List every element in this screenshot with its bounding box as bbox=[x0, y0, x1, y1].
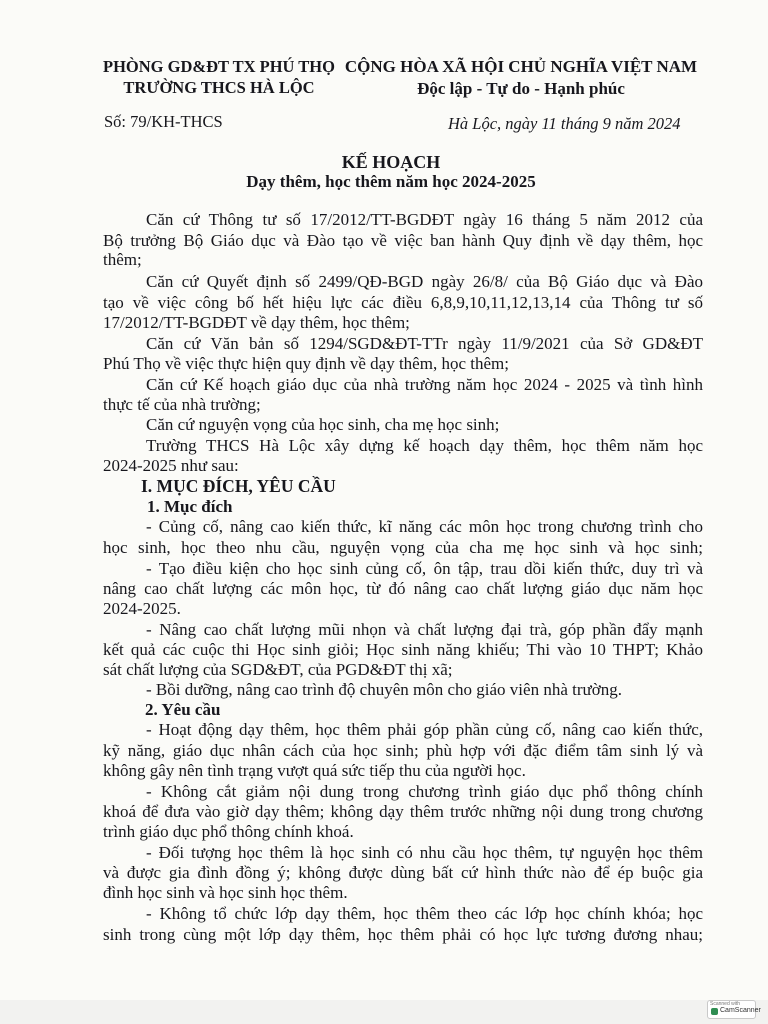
body-line: Căn cứ Kế hoạch giáo dục của nhà trường năm học 2024 - 2025 và tình hình bbox=[146, 375, 703, 394]
camscanner-badge bbox=[707, 1000, 761, 1019]
body-line: thực tế của nhà trường; bbox=[103, 395, 261, 414]
school-name: TRƯỜNG THCS HÀ LỘC bbox=[123, 78, 315, 97]
camscanner-icon bbox=[711, 1008, 718, 1015]
agency-name: PHÒNG GD&ĐT TX PHÚ THỌ bbox=[103, 57, 335, 76]
body-line: - Không tổ chức lớp dạy thêm, học thêm theo các lớp học chính khóa; học bbox=[146, 904, 703, 923]
document-title: KẾ HOẠCH bbox=[341, 152, 441, 172]
body-line: - Bồi dưỡng, nâng cao trình độ chuyên môn cho giáo viên nhà trường. bbox=[146, 680, 622, 699]
motto: Độc lập - Tự do - Hạnh phúc bbox=[417, 79, 625, 98]
body-line: 17/2012/TT-BGDĐT về dạy thêm, học thêm; bbox=[103, 313, 410, 332]
subsection-heading: 1. Mục đích bbox=[147, 497, 233, 516]
body-line: trình giáo dục phổ thông chính khoá. bbox=[103, 822, 354, 841]
body-line: - Củng cố, nâng cao kiến thức, kĩ năng các môn học trong chương trình cho bbox=[146, 517, 703, 536]
body-line: Căn cứ Quyết định số 2499/QĐ-BGD ngày 26/8/ của Bộ Giáo dục và Đào bbox=[146, 272, 703, 291]
body-line: kỹ năng, giáo dục nhân cách của học sinh; phù hợp với đặc điểm tâm sinh lý và bbox=[103, 741, 703, 760]
body-line: Căn cứ Thông tư số 17/2012/TT-BGDĐT ngày 16 tháng 5 năm 2012 của bbox=[146, 210, 703, 229]
body-line: đình học sinh và học sinh học thêm. bbox=[103, 883, 348, 902]
body-line: Căn cứ Văn bản số 1294/SGD&ĐT-TTr ngày 11/9/2021 của Sở GD&ĐT bbox=[146, 334, 703, 353]
body-line: - Đối tượng học thêm là học sinh có nhu cầu học thêm, tự nguyện học thêm bbox=[146, 843, 703, 862]
body-line: - Không cắt giảm nội dung trong chương trình giáo dục phổ thông chính bbox=[146, 782, 703, 801]
body-line: 2024-2025. bbox=[103, 599, 181, 618]
body-line: Căn cứ nguyện vọng của học sinh, cha mẹ học sinh; bbox=[146, 415, 500, 434]
body-line: - Hoạt động dạy thêm, học thêm phải góp phần củng cố, nâng cao kiến thức, bbox=[146, 720, 703, 739]
body-line: - Nâng cao chất lượng mũi nhọn và chất lượng đại trà, góp phần đẩy mạnh bbox=[146, 620, 703, 639]
document-number: Số: 79/KH-THCS bbox=[104, 112, 223, 131]
body-line: sát chất lượng của SGD&ĐT, của PGD&ĐT thị xã; bbox=[103, 660, 453, 679]
body-line: Bộ trưởng Bộ Giáo dục và Đào tạo về việc ban hành Quy định về dạy thêm, học bbox=[103, 231, 703, 250]
body-line: thêm; bbox=[103, 250, 142, 269]
subsection-heading: 2. Yêu cầu bbox=[145, 700, 221, 719]
body-line: khoá để đưa vào giờ dạy thêm; không dạy thêm trước những nội dung trong chương bbox=[103, 802, 703, 821]
page-bottom-strip bbox=[0, 1000, 768, 1024]
body-line: Trường THCS Hà Lộc xây dựng kế hoạch dạy thêm, học thêm năm học bbox=[146, 436, 703, 455]
body-line: và được gia đình đồng ý; không được dùng bất cứ hình thức nào để ép buộc gia bbox=[103, 863, 703, 882]
body-line: 2024-2025 như sau: bbox=[103, 456, 239, 475]
body-line: Phú Thọ về việc thực hiện quy định về dạy thêm, học thêm; bbox=[103, 354, 509, 373]
header-right bbox=[336, 56, 706, 100]
body-line: không gây nên tình trạng vượt quá sức tiếp thu của người học. bbox=[103, 761, 526, 780]
body-line: nâng cao chất lượng các môn học, từ đó nâng cao chất lượng giáo dục năm học bbox=[103, 579, 703, 598]
body-line: - Tạo điều kiện cho học sinh củng cố, ôn tập, trau dồi kiến thức, duy trì và bbox=[146, 559, 703, 578]
document-subtitle: Dạy thêm, học thêm năm học 2024-2025 bbox=[246, 172, 536, 191]
place-date: Hà Lộc, ngày 11 tháng 9 năm 2024 bbox=[448, 114, 681, 133]
badge-caption: Scanned with bbox=[710, 1001, 741, 1007]
header-left bbox=[99, 56, 339, 98]
body-line: học sinh, học theo nhu cầu, nguyện vọng của cha mẹ học sinh và học sinh; bbox=[103, 538, 703, 557]
country-name: CỘNG HÒA XÃ HỘI CHỦ NGHĨA VIỆT NAM bbox=[344, 57, 698, 76]
section-heading: I. MỤC ĐÍCH, YÊU CẦU bbox=[141, 476, 336, 496]
badge-name: CamScanner bbox=[720, 1007, 761, 1014]
body-line: tạo về việc công bố hết hiệu lực các điều 6,8,9,10,11,12,13,14 của Thông tư số bbox=[103, 293, 703, 312]
body-line: sinh trong cùng một lớp dạy thêm, học thêm phải có học lực tương đương nhau; bbox=[103, 925, 703, 944]
body-line: kết quả các cuộc thi Học sinh giỏi; Học sinh năng khiếu; Thi vào 10 THPT; Khảo bbox=[103, 640, 703, 659]
